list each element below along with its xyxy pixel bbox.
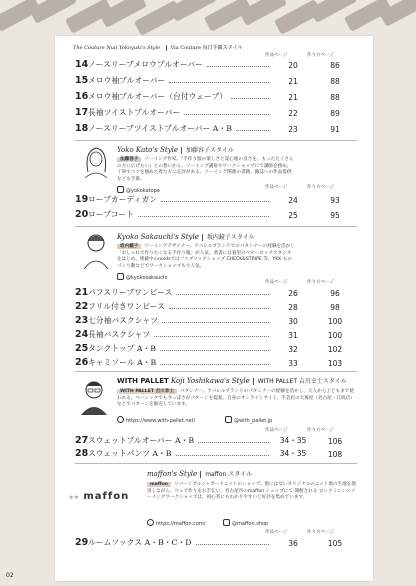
item-pattern-page: 106 [327, 437, 343, 446]
item-number: 14 [75, 59, 89, 70]
yoko-section-title [117, 145, 234, 154]
leader-dots [207, 66, 269, 67]
item-number: 26 [75, 357, 89, 368]
item-title: ルームソックス A・B・C・D [88, 538, 192, 547]
instagram-icon [117, 273, 124, 280]
yoko-name-tag: 加藤容子 [117, 157, 141, 162]
divider [75, 140, 357, 141]
pallet-bio [117, 389, 355, 409]
contents-item[interactable] [75, 434, 357, 446]
kyoko-handle: @kyokosakauchi [126, 275, 168, 281]
item-number: 28 [75, 448, 89, 459]
item-title: パフスリーブワンピース [88, 288, 173, 297]
item-title: キャミソール A・B [88, 358, 157, 367]
divider [75, 463, 357, 464]
item-number: 20 [75, 209, 89, 220]
item-pattern-page: 100 [327, 317, 343, 326]
col-header-pattern: 作り方ページ [307, 530, 334, 535]
kyoko-title-jp: 坂内鏡子スタイル [202, 234, 255, 241]
pallet-title-jp: WITH PALLET 吉川幸士スタイル [253, 378, 347, 385]
globe-icon [117, 416, 124, 423]
item-number: 19 [75, 194, 89, 205]
item-number: 27 [75, 435, 89, 446]
item-page: 36 [288, 539, 298, 548]
item-pattern-page: 102 [327, 345, 343, 354]
kyoko-bio-text: ソーイングデザイナー。アパレルブランドでのパタンナーの経験を活かし「おしゃれで作りたくなる手作り服」が人気。著書に日暮里のベビーロックスタジオをはじめ、連載中のnoidsではファブリックショップ CHECK&STRIPE 等、YKK ものづくり動などでワークショップも大人気。 [117, 244, 295, 269]
item-title: ノースリーブツイストプルオーバー A・B [88, 124, 232, 133]
kyoko-portrait-illustration [79, 229, 113, 269]
leader-dots [198, 442, 269, 443]
item-page: 21 [288, 77, 298, 86]
item-title: フリル付きワンピース [88, 302, 165, 311]
leader-dots [236, 130, 269, 131]
col-header-page: 作品ページ [265, 428, 288, 433]
item-title: メロウ袖プルオーバー（台付ウェーブ） [88, 92, 228, 101]
item-number: 29 [75, 537, 89, 548]
item-page: 32 [288, 345, 298, 354]
pallet-portrait-illustration [77, 375, 111, 415]
kyoko-instagram[interactable] [117, 273, 168, 281]
contents-item[interactable] [75, 536, 357, 548]
yoko-bio-text: ソーイング作家。『手作り服の楽しさと夏心地の良さを、もったたくさんの方に広げたい』との想いから、ソーイング講座やワークショップにて講師を務め、丁寧でコツを掴めた着た方に定評がある。ソーイング関連の書籍、雑誌への作品提供なども手掛。 [117, 157, 294, 182]
item-page: 30 [288, 317, 298, 326]
item-page: 26 [288, 289, 298, 298]
pallet-handle: @with_pallet.jp [234, 418, 273, 424]
maffon-title-en: maffon's Style [147, 470, 198, 478]
item-number: 18 [75, 123, 89, 134]
col-header-page: 作品ページ [265, 53, 288, 58]
item-pattern-page: 95 [330, 211, 340, 220]
col-header-pattern: 作り方ページ [307, 185, 334, 190]
leader-dots [196, 544, 269, 545]
contents-item[interactable] [75, 300, 357, 312]
item-pattern-page: 98 [330, 303, 340, 312]
maffon-logo-mark: ✲✲ [69, 495, 80, 501]
maffon-title-jp: maffon スタイル [200, 471, 252, 478]
item-page: 22 [288, 109, 298, 118]
pallet-instagram[interactable] [225, 416, 272, 424]
contents-item[interactable] [75, 447, 357, 459]
maffon-name-tag: maffon [147, 482, 171, 487]
maffon-bio-text: リバーシブルジャガードニットのショップ。他にはないオリジナルのニット地の生地を使用しながら、ウェア作りをお手伝い。名古屋市のmaffon ショップにて 開催される ロックミシンのソーイングワークショップは、初心者にもわかりやすいと好評を集めています。 [147, 482, 356, 501]
knit-texture-strip [0, 0, 416, 40]
item-title: ノースリーブメロウプルオーバー [88, 60, 203, 69]
item-title: 長袖バスクシャツ [88, 330, 151, 339]
item-page: 34・35 [279, 436, 307, 445]
item-page: 25 [288, 211, 298, 220]
leader-dots [138, 216, 269, 217]
maffon-logo-text: maffon [83, 491, 130, 502]
col-header-page: 作品ページ [265, 530, 288, 535]
yoko-title-jp: 加藤容子スタイル [181, 147, 234, 154]
item-number: 17 [75, 107, 89, 118]
leader-dots [169, 82, 269, 83]
yoko-handle: @yokokatope [126, 188, 160, 194]
contents-item[interactable] [75, 90, 357, 102]
contents-item[interactable] [75, 314, 357, 326]
yoko-bio [117, 157, 295, 183]
pallet-name-tag: WITH PALLET 吉川幸士 [117, 389, 177, 394]
yoko-portrait-illustration [79, 142, 113, 178]
item-pattern-page: 91 [330, 125, 340, 134]
item-number: 23 [75, 315, 89, 326]
item-pattern-page: 93 [330, 196, 340, 205]
instagram-icon [117, 186, 124, 193]
col-header-pattern: 作り方ページ [307, 280, 334, 285]
item-page: 34・35 [279, 449, 307, 458]
item-page: 24 [288, 196, 298, 205]
contents-item[interactable] [75, 356, 357, 368]
item-pattern-page: 103 [327, 359, 343, 368]
pallet-bio-text: パタンナー。アパレルブランドのパタンナーの経験を活かし、大人から子どもまで使われる、ベーシックでも今っぽさがパターンを提案。自身のオンラインサイト、手芸店の大塚屋（名古屋・江坂店）などでパターンを販売しています。 [117, 389, 355, 408]
item-pattern-page: 108 [327, 450, 343, 459]
item-number: 15 [75, 75, 89, 86]
maffon-instagram[interactable] [223, 519, 268, 527]
item-number: 24 [75, 329, 89, 340]
item-title: 長袖ツイストプルオーバー [88, 108, 181, 117]
divider [75, 226, 357, 227]
pallet-url: https://www.with-pallet.net/ [126, 418, 196, 424]
item-pattern-page: 100 [327, 331, 343, 340]
contents-item[interactable] [75, 286, 357, 298]
contents-card [55, 36, 373, 581]
instagram-icon [225, 416, 232, 423]
item-pattern-page: 96 [330, 289, 340, 298]
item-pattern-page: 88 [330, 93, 340, 102]
maffon-section-title [147, 469, 252, 478]
kyoko-name-tag: 坂内鏡子 [117, 244, 141, 249]
maffon-url: https://maffon.com/ [156, 521, 206, 527]
item-title: ローブカーディガン [88, 195, 158, 204]
contents-item[interactable] [75, 342, 357, 354]
instagram-icon [223, 519, 230, 526]
contents-item[interactable] [75, 193, 357, 205]
item-title: スウェットパンツ A・B [88, 449, 172, 458]
maffon-handle: @maffon.shop [232, 521, 269, 527]
item-page: 23 [288, 125, 298, 134]
item-number: 25 [75, 343, 89, 354]
col-header-page: 作品ページ [265, 185, 288, 190]
item-pattern-page: 88 [330, 77, 340, 86]
item-page: 20 [288, 61, 298, 70]
item-page: 31 [288, 331, 298, 340]
page-header [73, 44, 242, 51]
globe-icon [147, 519, 154, 526]
header-title-en: The Couture Nuit Yokoyuki's Style [73, 45, 161, 51]
contents-item[interactable] [75, 74, 357, 86]
col-header-pattern: 作り方ページ [307, 53, 334, 58]
leader-dots [176, 294, 269, 295]
pallet-website-link[interactable] [117, 416, 195, 424]
item-title: スウェットプルオーバー A・B [88, 436, 195, 445]
item-page: 33 [288, 359, 298, 368]
item-title: タンクトップ A・B [88, 344, 157, 353]
kyoko-section-title [117, 232, 255, 241]
leader-dots [154, 336, 269, 337]
leader-dots [162, 322, 269, 323]
leader-dots [231, 98, 269, 99]
item-number: 22 [75, 301, 89, 312]
header-title-jp: Via Couture 毎日手織スタイル [166, 45, 243, 51]
contents-item[interactable] [75, 208, 357, 220]
item-page: 28 [288, 303, 298, 312]
page-number: 02 [6, 572, 14, 579]
item-number: 16 [75, 91, 89, 102]
item-page: 21 [288, 93, 298, 102]
maffon-website-link[interactable] [147, 519, 205, 527]
leader-dots [160, 364, 269, 365]
maffon-logo [69, 491, 129, 502]
item-title: メロウ袖プルオーバー [88, 76, 166, 85]
item-number: 21 [75, 287, 89, 298]
item-pattern-page: 86 [330, 61, 340, 70]
maffon-bio [147, 482, 357, 502]
pallet-section-title [117, 376, 347, 385]
contents-item[interactable] [75, 106, 357, 118]
divider [75, 371, 357, 372]
leader-dots [169, 308, 269, 309]
contents-item[interactable] [75, 122, 357, 134]
item-title: ローブコート [88, 210, 135, 219]
leader-dots [161, 201, 269, 202]
pallet-title-brand: WITH PALLET [117, 377, 169, 385]
leader-dots [176, 455, 269, 456]
col-header-pattern: 作り方ページ [307, 428, 334, 433]
pallet-title-en: Koji Yoshikawa's Style [171, 377, 250, 385]
col-header-page: 作品ページ [265, 280, 288, 285]
contents-item[interactable] [75, 328, 357, 340]
item-pattern-page: 105 [327, 539, 343, 548]
item-title: 七分袖バスクシャツ [88, 316, 159, 325]
leader-dots [184, 114, 269, 115]
kyoko-bio [117, 244, 295, 270]
leader-dots [160, 350, 269, 351]
kyoko-title-en: Kyoko Sakauchi's Style [117, 233, 199, 241]
item-pattern-page: 89 [330, 109, 340, 118]
yoko-title-en: Yoko Kato's Style [117, 146, 179, 154]
contents-item[interactable] [75, 58, 357, 70]
